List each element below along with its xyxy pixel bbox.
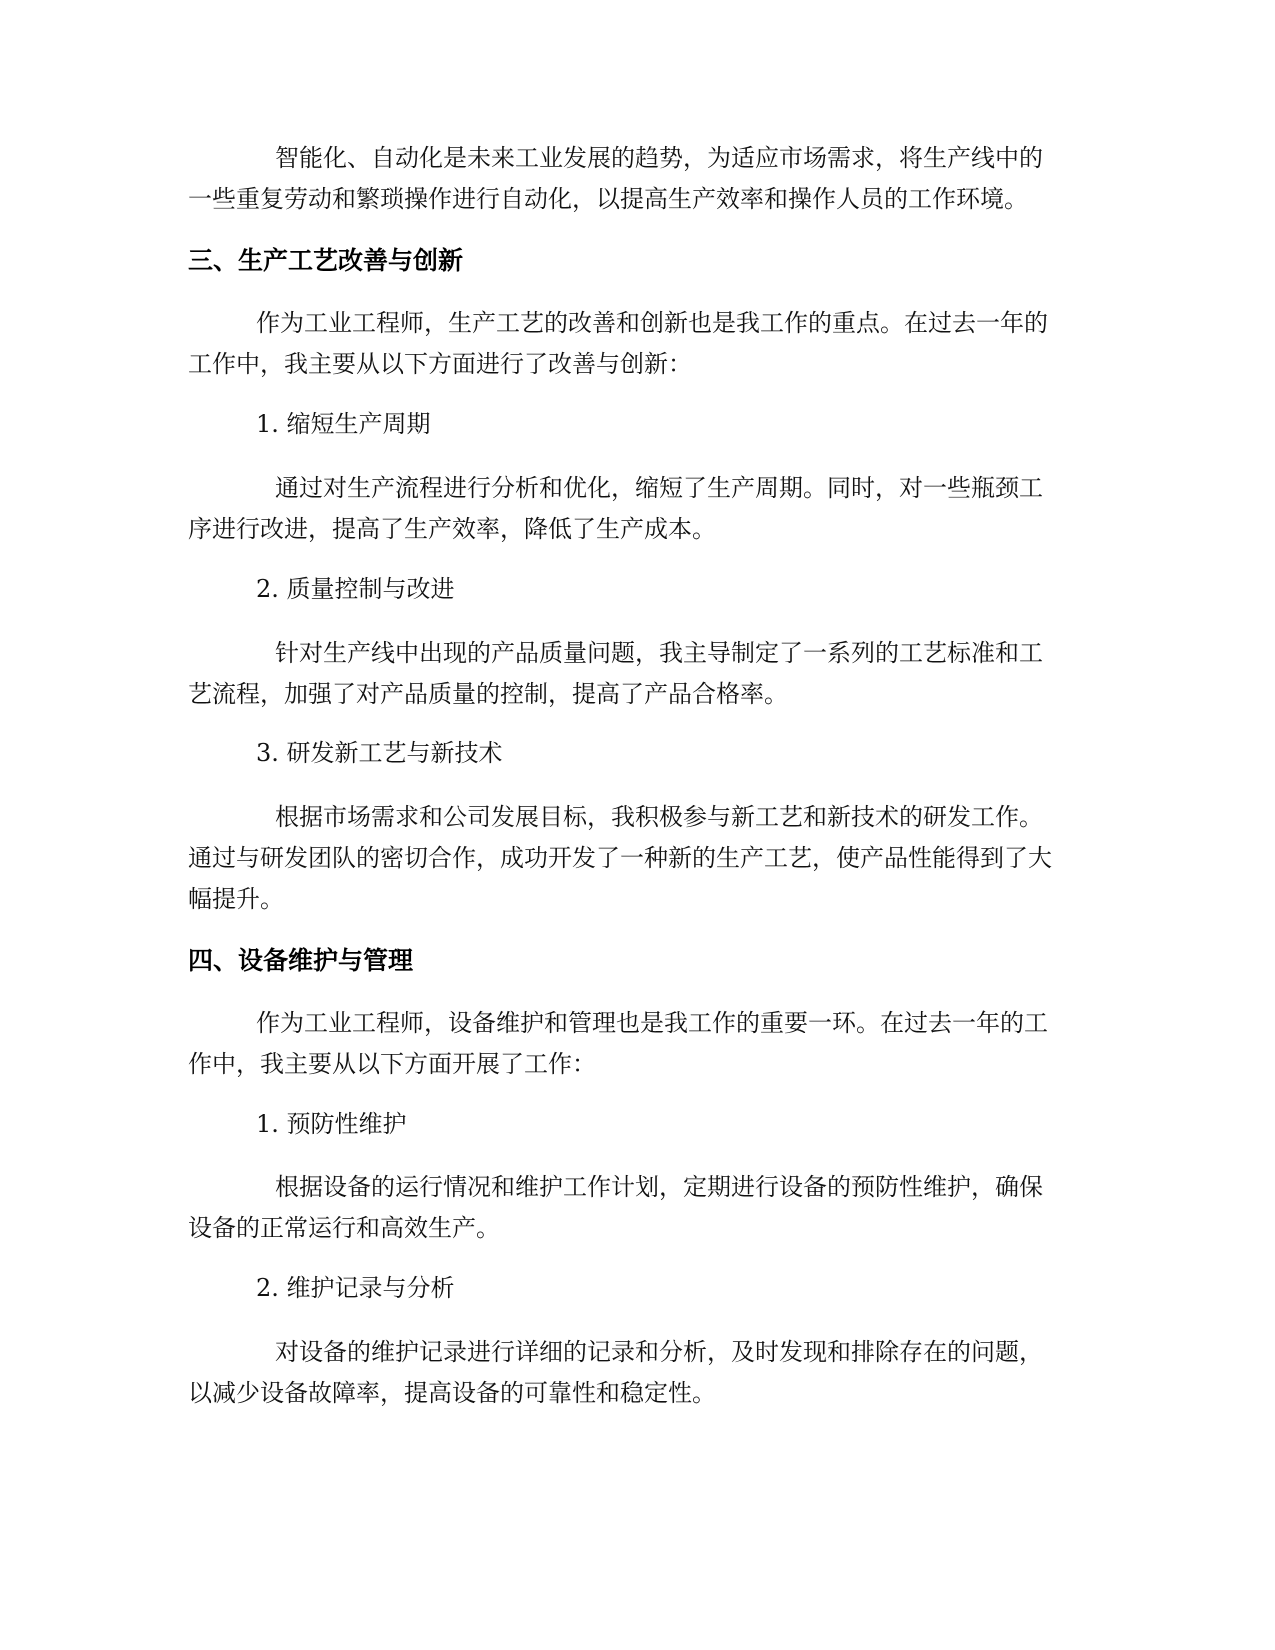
text-line: 设备的正常运行和高效生产。 [188,1214,500,1242]
text-line: 针对生产线中出现的产品质量问题，我主导制定了一系列的工艺标准和工 [275,639,1043,667]
text-line: 以减少设备故障率，提高设备的可靠性和稳定性。 [188,1379,716,1407]
paragraph-automation-trend [188,138,1088,220]
list-item-label: 2. 维护记录与分析 [256,1274,455,1302]
list-item-body [188,797,1088,920]
text-line: 序进行改进，提高了生产效率，降低了生产成本。 [188,515,716,543]
text-line: 根据市场需求和公司发展目标，我积极参与新工艺和新技术的研发工作。 [275,803,1043,831]
text-line: 幅提升。 [188,885,284,913]
section-4-heading: 四、设备维护与管理 [188,946,414,975]
text-line: 智能化、自动化是未来工业发展的趋势，为适应市场需求，将生产线中的 [275,144,1043,172]
text-line: 作中，我主要从以下方面开展了工作： [188,1050,596,1078]
section-4-intro [188,1003,1088,1085]
text-line: 工作中，我主要从以下方面进行了改善与创新： [188,350,692,378]
list-item-label: 1. 预防性维护 [256,1110,407,1138]
list-item-body [188,468,1088,550]
list-item-body [188,1167,1088,1249]
text-line: 作为工业工程师，设备维护和管理也是我工作的重要一环。在过去一年的工 [256,1009,1048,1037]
list-item-label: 2. 质量控制与改进 [256,575,455,603]
text-line: 根据设备的运行情况和维护工作计划，定期进行设备的预防性维护，确保 [275,1173,1043,1201]
list-item-label: 3. 研发新工艺与新技术 [256,739,503,767]
section-3-heading: 三、生产工艺改善与创新 [188,246,464,275]
text-line: 一些重复劳动和繁琐操作进行自动化，以提高生产效率和操作人员的工作环境。 [188,185,1028,213]
list-item-body [188,1332,1088,1414]
text-line: 对设备的维护记录进行详细的记录和分析，及时发现和排除存在的问题， [275,1338,1043,1366]
text-line: 艺流程，加强了对产品质量的控制，提高了产品合格率。 [188,680,788,708]
list-item-label: 1. 缩短生产周期 [256,410,431,438]
text-line: 作为工业工程师，生产工艺的改善和创新也是我工作的重点。在过去一年的 [256,309,1048,337]
text-line: 通过与研发团队的密切合作，成功开发了一种新的生产工艺，使产品性能得到了大 [188,844,1052,872]
list-item-body [188,633,1088,715]
text-line: 通过对生产流程进行分析和优化，缩短了生产周期。同时，对一些瓶颈工 [275,474,1043,502]
section-3-intro [188,303,1088,385]
